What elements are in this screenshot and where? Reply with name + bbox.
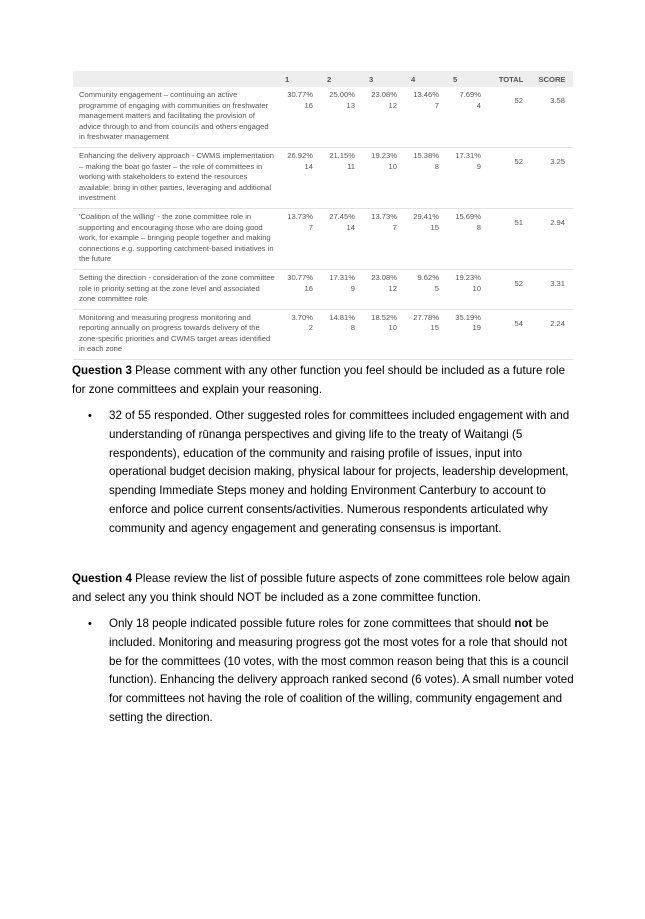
rank-cell (365, 309, 407, 359)
rank-cell (449, 87, 491, 147)
count-value: 16 (304, 100, 313, 110)
rank-cell (407, 208, 449, 269)
rank-cell (449, 208, 491, 269)
question-4-response (109, 615, 577, 728)
table-row (73, 87, 573, 147)
table-header-rank-5: 5 (453, 74, 458, 84)
table-row (73, 309, 573, 359)
percent-value: 14.81% (329, 312, 355, 322)
percent-value: 30.77% (287, 90, 313, 99)
count-value: 7 (434, 100, 439, 110)
percent-value: 15.69% (455, 211, 481, 221)
count-value: 8 (350, 323, 355, 333)
question-4-prompt: Please review the list of possible future aspects of zone committees role below again and select any you think should NOT be included as a zone committee function. (72, 572, 571, 604)
question-4-response-emphasis: not (514, 617, 533, 630)
row-label: Enhancing the delivery approach - CWMS implementation – making the boat go faster – the role of committees in working with stakeholders to extend the resources available: bring in other parties, leveraging and additional investment (73, 147, 281, 208)
count-value: 14 (304, 161, 313, 171)
count-value: 7 (308, 222, 313, 232)
count-value: 9 (350, 283, 355, 293)
total-value: 52 (491, 87, 531, 147)
percent-value: 7.69% (459, 90, 481, 99)
question-4-paragraph (72, 570, 578, 608)
count-value: 14 (346, 222, 355, 232)
count-value: 16 (304, 283, 313, 293)
count-value: 7 (392, 222, 397, 232)
bullet-icon: • (88, 618, 92, 630)
bullet-icon: • (88, 410, 92, 422)
total-value: 52 (491, 147, 531, 208)
percent-value: 29.41% (413, 211, 439, 221)
count-value: 12 (388, 100, 397, 110)
count-value: 9 (476, 161, 481, 171)
percent-value: 25.00% (329, 90, 355, 99)
row-label: Community engagement – continuing an active programme of engaging with communities on freshwater management matters and facilitating the provision of advice through to and from councils and others engaged in freshwater management (73, 87, 281, 147)
score-value: 3.58 (531, 87, 573, 147)
rank-cell (281, 309, 323, 359)
table-header-rank-3: 3 (369, 74, 374, 84)
percent-value: 19.23% (455, 272, 481, 282)
rank-cell (407, 269, 449, 309)
table-row (73, 147, 573, 208)
question-4-response-start: Only 18 people indicated possible future roles for zone committees that should (109, 617, 515, 630)
count-value: 12 (388, 283, 397, 293)
rank-cell (281, 269, 323, 309)
score-value: 2.24 (531, 309, 573, 359)
rank-cell (449, 147, 491, 208)
table-header-label (73, 71, 281, 87)
rank-cell (365, 208, 407, 269)
count-value: 15 (430, 222, 439, 232)
question-3-response: 32 of 55 responded. Other suggested roles for committees included engagement with and understanding of rūnanga perspectives and giving life to the treaty of Waitangi (5 respondents), education of the community and raising profile of issues, input into operational budget decision making, physical labour for projects, leadership development, spending Immediate Steps money and holding Environment Canterbury to account to enforce and police current consents/activities. Numerous respondents articulated why community and agency engagement and generating consensus is important. (109, 409, 570, 535)
count-value: 11 (347, 161, 355, 171)
count-value: 4 (476, 100, 481, 110)
percent-value: 9.62% (417, 272, 439, 282)
count-value: 10 (388, 323, 397, 333)
rank-cell (365, 87, 407, 147)
table-header-total: TOTAL (498, 74, 524, 84)
percent-value: 27.45% (329, 211, 355, 221)
count-value: 15 (430, 323, 439, 333)
percent-value: 13.73% (287, 211, 313, 221)
question-4-response-end: be included. Monitoring and measuring progress got the most votes for a role that should not be for the committees (10 votes, with the most common reason being that this is a council function). Enhancing the delivery approach ranked second (6 votes). A small number voted for committees not having the role of coalition of the willing, community engagement and setting the direction. (109, 617, 574, 724)
table-header-rank-4: 4 (411, 74, 416, 84)
question-4-label: Question 4 (72, 572, 132, 585)
rank-cell (281, 87, 323, 147)
percent-value: 35.19% (455, 312, 481, 322)
percent-value: 13.46% (413, 90, 439, 99)
count-value: 8 (434, 161, 439, 171)
percent-value: 3.70% (291, 312, 313, 322)
table-header-rank-1: 1 (285, 74, 290, 84)
question-3-prompt: Please comment with any other function you feel should be included as a future role for zone committees and explain your reasoning. (72, 364, 566, 396)
total-value: 54 (491, 309, 531, 359)
score-value: 2.94 (531, 208, 573, 269)
rank-cell (449, 309, 491, 359)
table-row (73, 269, 573, 309)
total-value: 51 (491, 208, 531, 269)
rank-cell (323, 208, 365, 269)
rank-cell (281, 147, 323, 208)
percent-value: 30.77% (287, 272, 313, 282)
table-header-score: SCORE (538, 74, 566, 84)
count-value: 8 (476, 222, 481, 232)
question-3-paragraph (72, 362, 578, 400)
percent-value: 15.38% (413, 150, 439, 160)
count-value: 2 (308, 323, 313, 333)
count-value: 10 (472, 283, 481, 293)
percent-value: 19.23% (371, 150, 397, 160)
question-3-label: Question 3 (72, 364, 132, 377)
score-value: 3.31 (531, 269, 573, 309)
count-value: 19 (472, 323, 481, 333)
percent-value: 23.08% (371, 272, 397, 282)
count-value: 10 (388, 161, 397, 171)
percent-value: 27.78% (413, 312, 439, 322)
table-row (73, 208, 573, 269)
rank-cell (323, 309, 365, 359)
table-header-rank-2: 2 (327, 74, 332, 84)
rank-cell (407, 87, 449, 147)
total-value: 52 (491, 269, 531, 309)
table-header-row (73, 71, 573, 87)
row-label: Setting the direction - consideration of the zone committee role in priority setting at the zone level and associated zone committee role (73, 269, 281, 309)
percent-value: 23.08% (371, 90, 397, 99)
rank-cell (365, 147, 407, 208)
score-value: 3.25 (531, 147, 573, 208)
rank-cell (365, 269, 407, 309)
rank-cell (323, 269, 365, 309)
rank-cell (281, 208, 323, 269)
percent-value: 13.73% (371, 211, 397, 221)
percent-value: 17.31% (329, 272, 355, 282)
rank-cell (407, 309, 449, 359)
count-value: 5 (434, 283, 439, 293)
count-value: 13 (346, 100, 355, 110)
row-label: Monitoring and measuring progress monitoring and reporting annually on progress towards delivery of the zone-specific priorities and CWMS target areas identified in each zone (73, 309, 281, 359)
row-label: 'Coalition of the willing' - the zone committee role in supporting and encouraging those who are doing good work, for example – bringing people together and making connections e.g. supporting catchment-based initiatives in the future (73, 208, 281, 269)
survey-results-table (73, 71, 573, 360)
percent-value: 26.92% (287, 150, 313, 160)
rank-cell (449, 269, 491, 309)
percent-value: 21.15% (329, 150, 355, 160)
rank-cell (323, 87, 365, 147)
rank-cell (407, 147, 449, 208)
percent-value: 18.52% (371, 312, 397, 322)
rank-cell (323, 147, 365, 208)
percent-value: 17.31% (455, 150, 481, 160)
